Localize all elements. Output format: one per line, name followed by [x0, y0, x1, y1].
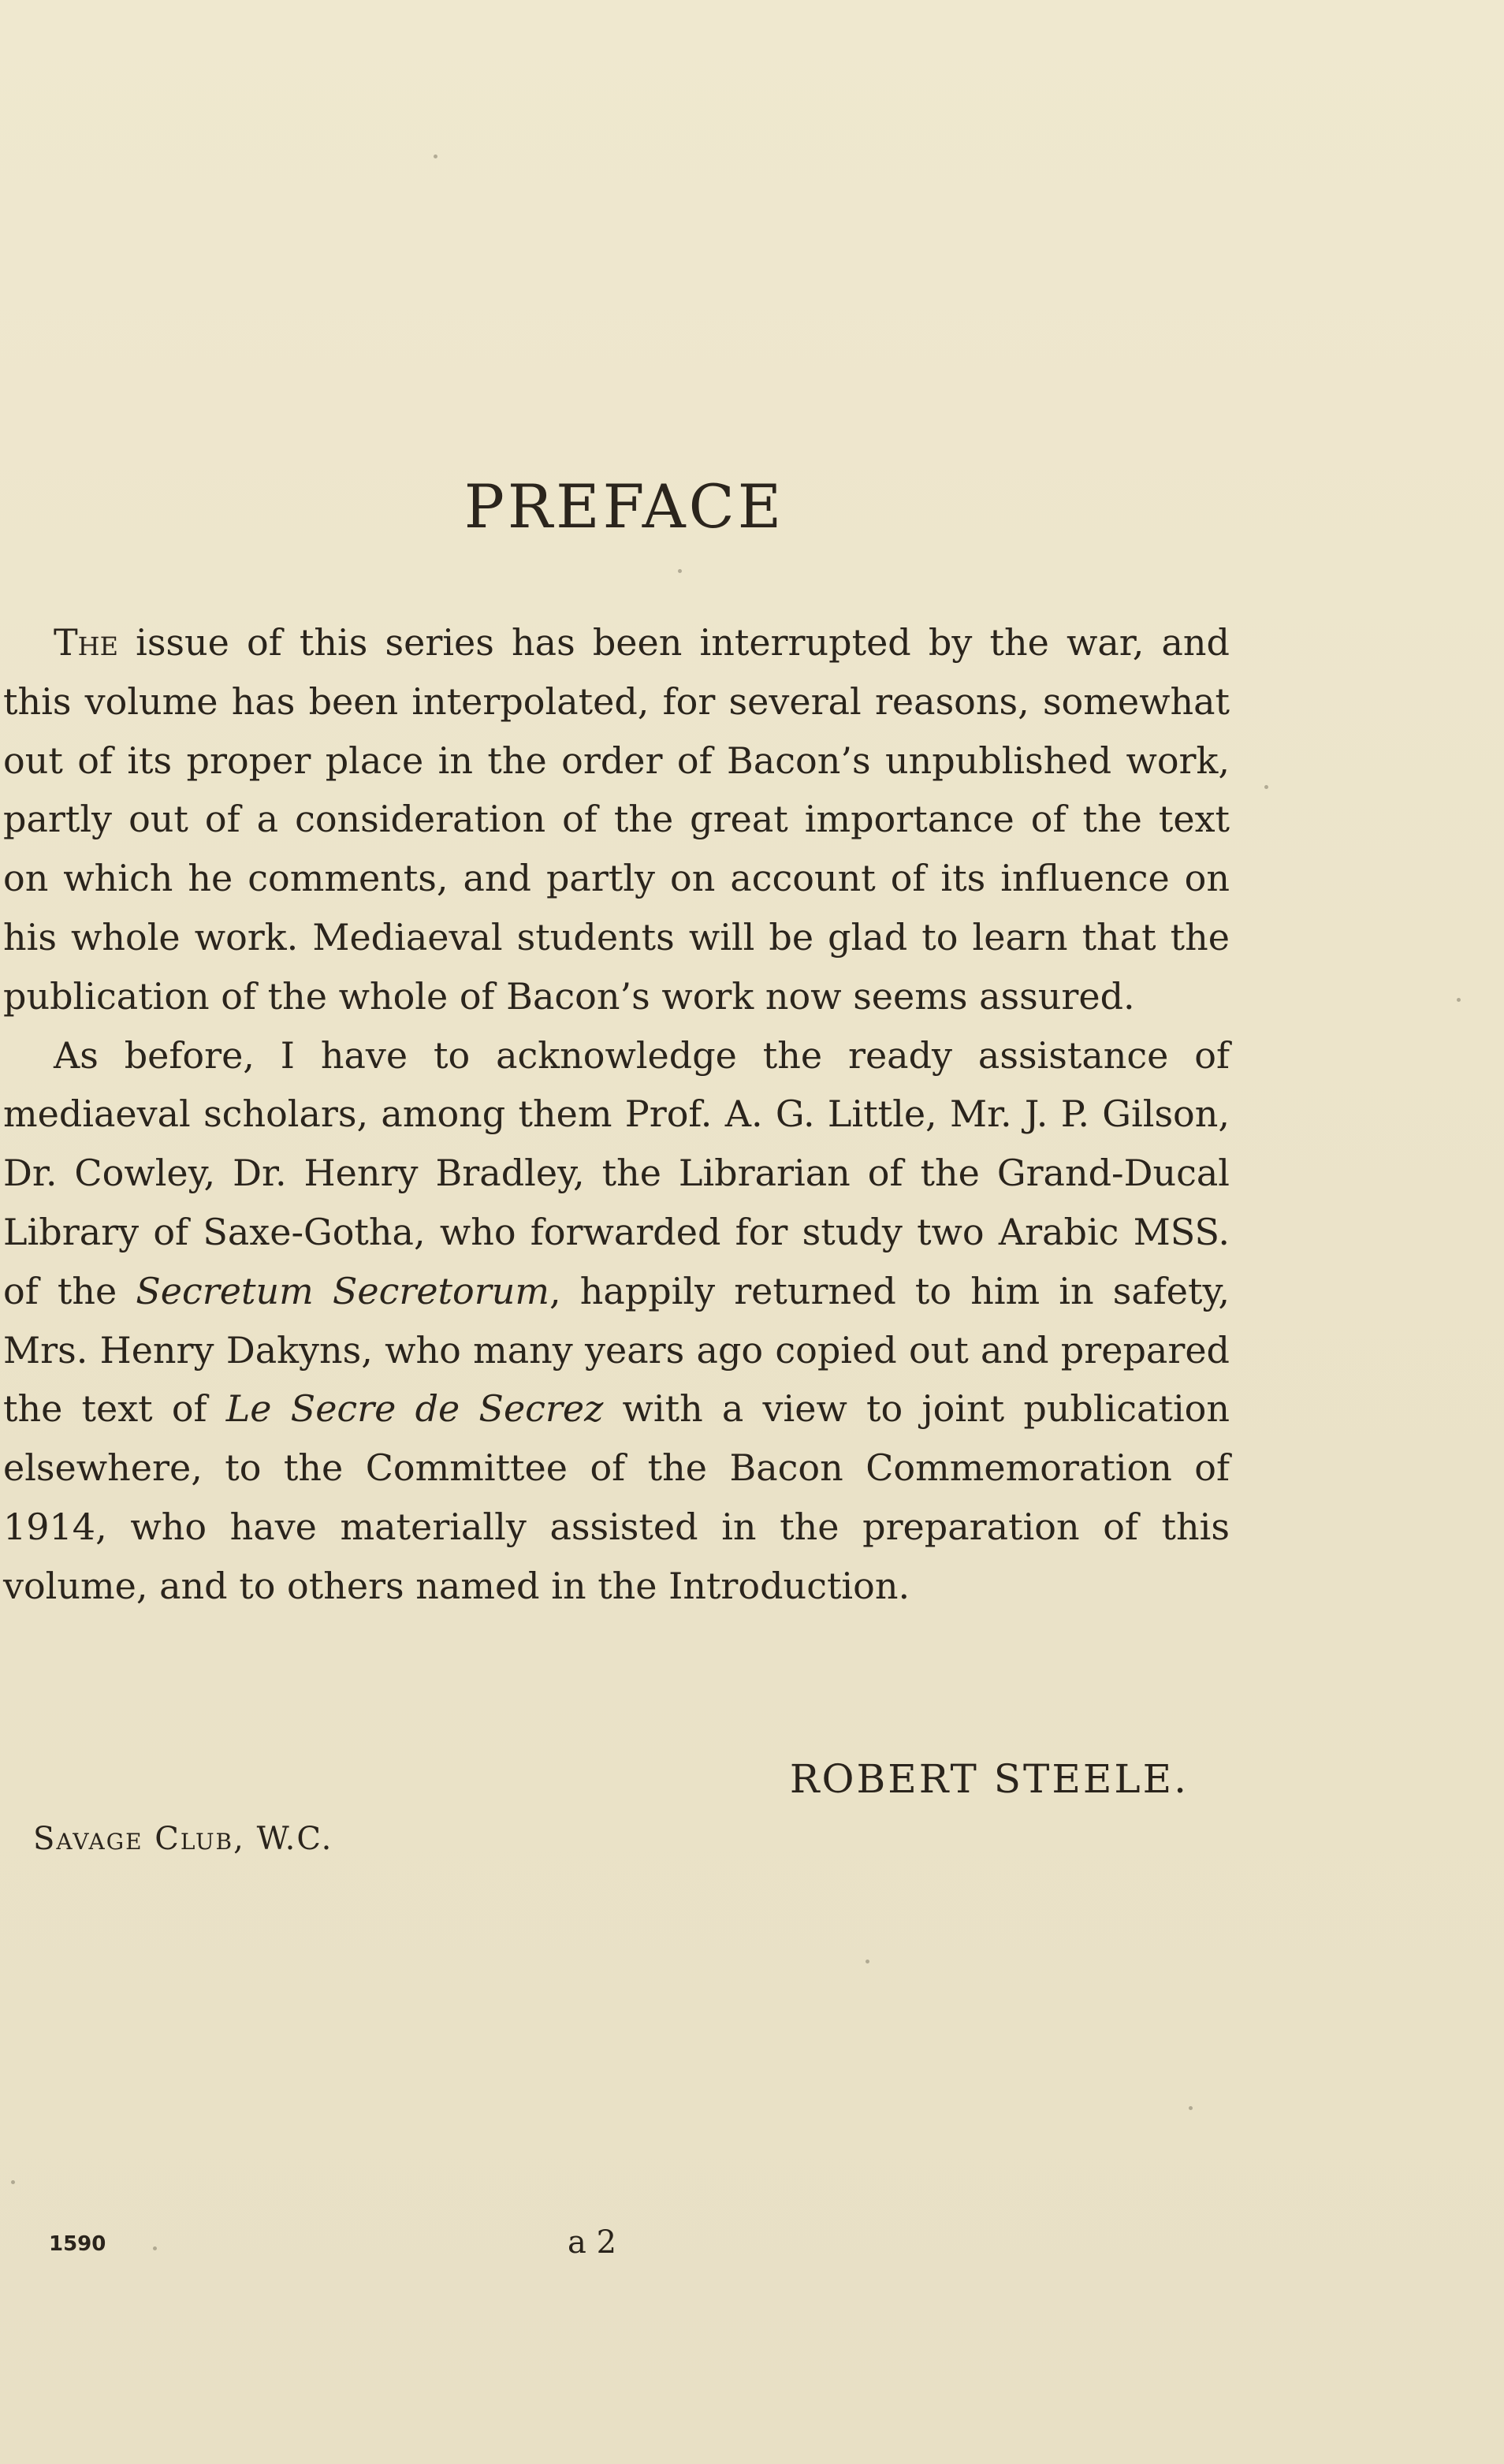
paper-speck [11, 2180, 15, 2184]
signature-mark: a 2 [568, 2224, 617, 2261]
paper-speck [434, 154, 437, 158]
page-title: PREFACE [463, 471, 785, 542]
paragraph-2-text-b: , happily returned to him in safety, Mrs. Henry Dakyns, who many years ago copied out and prepared the text of [3, 1269, 1230, 1431]
paper-speck [678, 569, 682, 573]
paragraph-1 [3, 613, 1230, 1026]
author-signature: ROBERT STEELE. [789, 1756, 1189, 1802]
paper-speck [1189, 2106, 1193, 2110]
preface-body [3, 613, 1230, 1616]
print-number: 1590 [49, 2232, 106, 2256]
paragraph-1-text: issue of this series has been interrupted by the war, and this volume has been interpolated, for several reasons, somewhat out of its proper place in the order of Bacon’s unpublished work, partly out of a consideration of the great importance of the text on which he comments, and partly on account of its influence on his whole work. Mediaeval students will be glad to learn that the publication of the whole of Bacon’s work now seems assured. [3, 621, 1230, 1018]
paragraph-2-text-c: with a view to joint publication elsewhere, to the Committee of the Bacon Commemoration of 1914, who have materially assisted in the preparation of this volume, and to others named in the Introduction. [3, 1387, 1230, 1607]
paragraph-1-lead: The [54, 621, 118, 664]
paper-speck [1457, 998, 1461, 1002]
paragraph-2 [3, 1026, 1230, 1616]
paper-speck [1264, 785, 1268, 789]
title-le-secre-de-secrez: Le Secre de Secrez [225, 1387, 604, 1431]
location-line: Savage Club, W.C. [33, 1821, 333, 1857]
title-secretum-secretorum: Secretum Secretorum [136, 1269, 549, 1312]
paragraph-2-text-a: As before, I have to acknowledge the ready assistance of mediaeval scholars, among them Prof. A. G. Little, Mr. J. P. Gilson, Dr. Cowley, Dr. Henry Bradley, the Librarian of the Grand-Ducal Library of Saxe-Gotha, who forwarded for study two Arabic MSS. of the [3, 1033, 1230, 1312]
paper-speck [866, 1960, 869, 1963]
paper-speck [153, 2246, 157, 2250]
